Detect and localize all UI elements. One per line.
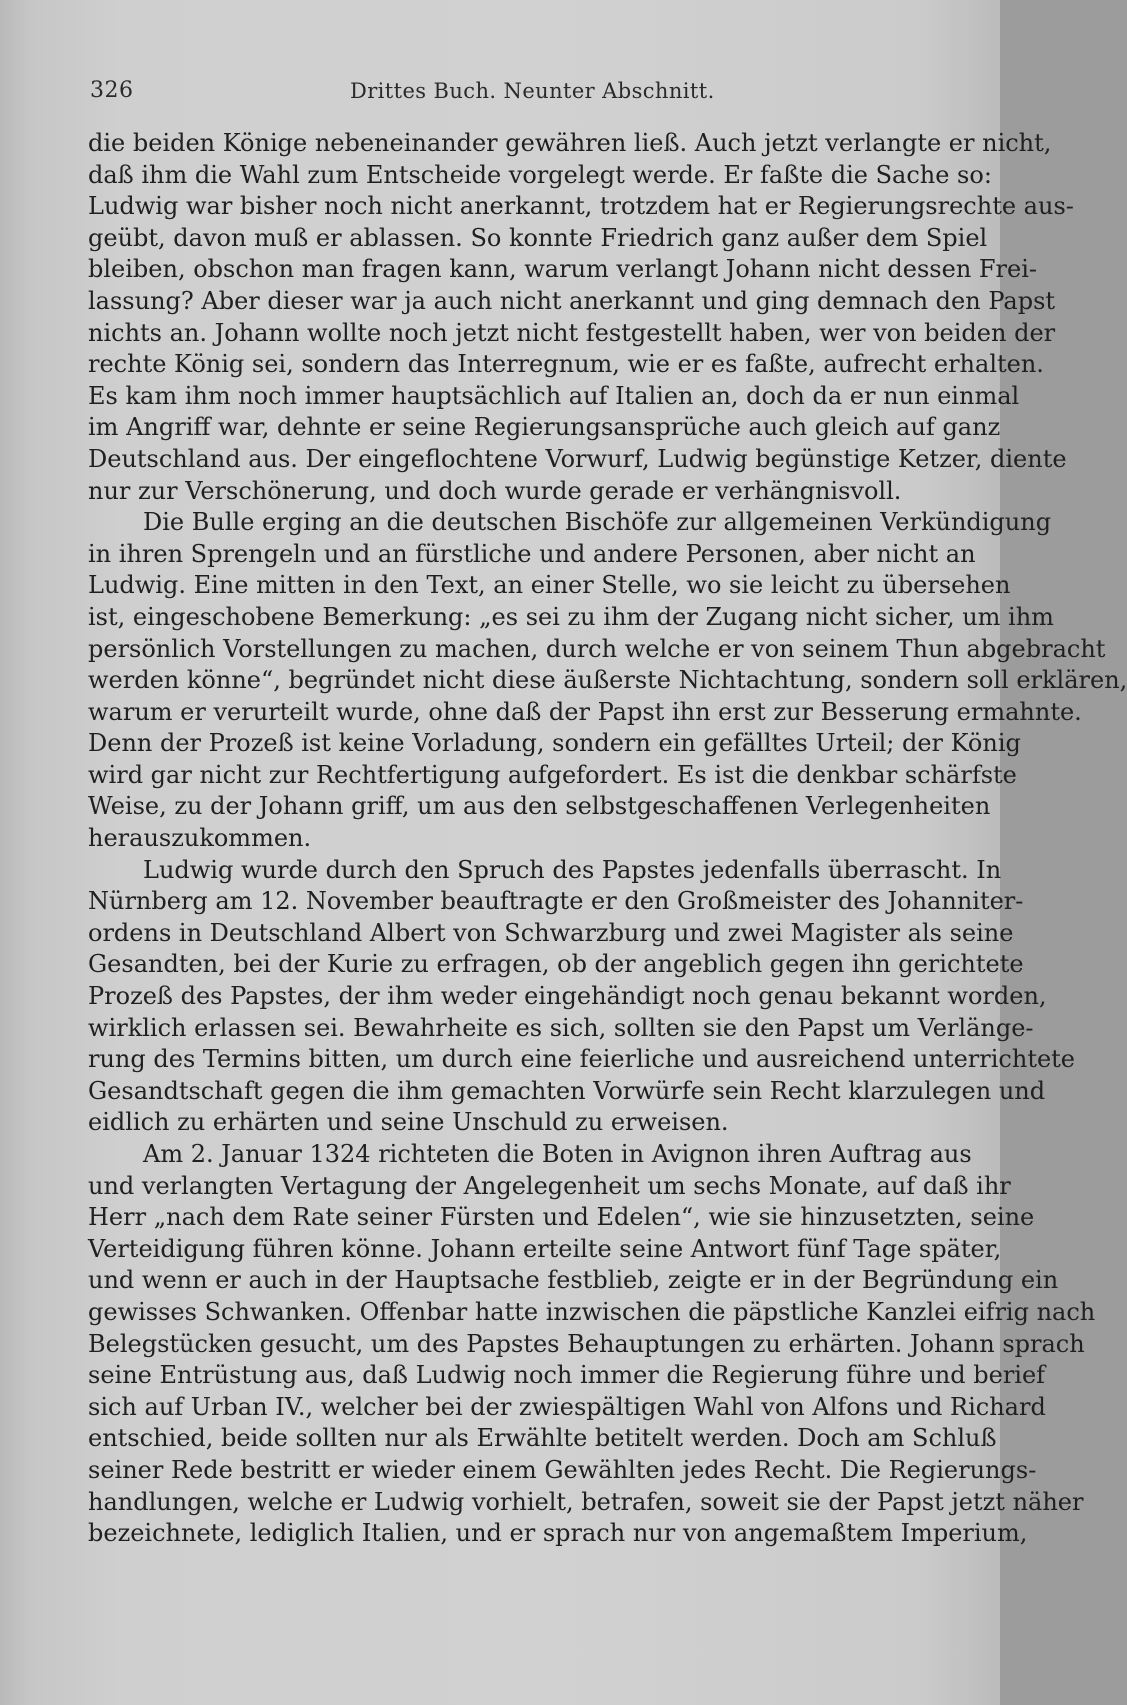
- text-line: Herr „nach dem Rate seiner Fürsten und Edelen“, wie sie hinzusetzten, seine: [88, 1203, 1035, 1232]
- page-header: [90, 78, 920, 114]
- text-line: Deutschland aus. Der eingeflochtene Vorwurf, Ludwig begünstige Ketzer, diente: [88, 444, 1067, 473]
- text-line: geübt, davon muß er ablassen. So konnte Friedrich ganz außer dem Spiel: [88, 223, 988, 252]
- text-line: seine Entrüstung aus, daß Ludwig noch immer die Regierung führe und berief: [88, 1361, 1046, 1390]
- text-line: die beiden Könige nebeneinander gewähren ließ. Auch jetzt verlangte er nicht,: [88, 129, 1052, 157]
- text-line: eidlich zu erhärten und seine Unschuld zu erweisen.: [88, 1108, 729, 1137]
- text-line: Weise, zu der Johann griff, um aus den selbstgeschaffenen Verlegenheiten: [88, 792, 991, 821]
- text-line: Am 2. Januar 1324 richteten die Boten in Avignon ihren Auftrag aus: [143, 1140, 972, 1168]
- text-line: entschied, beide sollten nur als Erwählte betitelt werden. Doch am Schluß: [88, 1424, 997, 1453]
- running-head: Drittes Buch. Neunter Abschnitt.: [350, 79, 715, 103]
- text-line: rechte König sei, sondern das Interregnum, wie er es faßte, aufrecht erhalten.: [88, 350, 1044, 379]
- text-line: Gesandtschaft gegen die ihm gemachten Vorwürfe sein Recht klarzulegen und: [88, 1076, 1046, 1105]
- text-line: seiner Rede bestritt er wieder einem Gewählten jedes Recht. Die Regierungs-: [88, 1455, 1037, 1484]
- text-line: Ludwig wurde durch den Spruch des Papstes jedenfalls überrascht. In: [143, 855, 1002, 884]
- text-line: daß ihm die Wahl zum Entscheide vorgelegt werde. Er faßte die Sache so:: [88, 160, 992, 189]
- text-line: und verlangten Vertagung der Angelegenheit um sechs Monate, auf daß ihr: [88, 1171, 1011, 1200]
- text-line: Ludwig. Eine mitten in den Text, an einer Stelle, wo sie leicht zu übersehen: [88, 571, 1011, 600]
- text-line: Belegstücken gesucht, um des Papstes Behauptungen zu erhärten. Johann sprach: [88, 1329, 1085, 1358]
- text-line: Gesandten, bei der Kurie zu erfragen, ob der angeblich gegen ihn gerichtete: [88, 950, 1024, 979]
- text-line: Nürnberg am 12. November beauftragte er den Großmeister des Johanniter-: [88, 887, 1024, 916]
- text-line: lassung? Aber dieser war ja auch nicht anerkannt und ging demnach den Papst: [88, 286, 1056, 315]
- text-line: und wenn er auch in der Hauptsache festblieb, zeigte er in der Begründung ein: [88, 1266, 1059, 1295]
- text-line: gewisses Schwanken. Offenbar hatte inzwischen die päpstliche Kanzlei eifrig nach: [88, 1297, 1096, 1326]
- text-line: wird gar nicht zur Rechtfertigung aufgefordert. Es ist die denkbar schärfste: [88, 760, 1017, 789]
- text-line: nur zur Verschönerung, und doch wurde gerade er verhängnisvoll.: [88, 476, 902, 505]
- text-line: herauszukommen.: [88, 824, 312, 853]
- page-text: [88, 128, 1127, 1550]
- text-line: Es kam ihm noch immer hauptsächlich auf Italien an, doch da er nun einmal: [88, 381, 1020, 410]
- text-line: rung des Termins bitten, um durch eine feierliche und ausreichend unterrichtete: [88, 1045, 1076, 1074]
- text-line: sich auf Urban IV., welcher bei der zwiespältigen Wahl von Alfons und Richard: [88, 1392, 1046, 1421]
- text-line: in ihren Sprengeln und an fürstliche und andere Personen, aber nicht an: [88, 539, 976, 568]
- text-line: im Angriff war, dehnte er seine Regierungsansprüche auch gleich auf ganz: [88, 413, 1001, 442]
- page-number: 326: [90, 78, 134, 103]
- text-line: bezeichnete, lediglich Italien, und er sprach nur von angemaßtem Imperium,: [88, 1519, 1028, 1548]
- text-line: ordens in Deutschland Albert von Schwarzburg und zwei Magister als seine: [88, 918, 1014, 947]
- text-line: Prozeß des Papstes, der ihm weder eingehändigt noch genau bekannt worden,: [88, 982, 1047, 1011]
- text-line: warum er verurteilt wurde, ohne daß der Papst ihn erst zur Besserung ermahnte.: [88, 697, 1082, 726]
- paragraph-4: [88, 1139, 1096, 1550]
- text-line: Denn der Prozeß ist keine Vorladung, sondern ein gefälltes Urteil; der König: [88, 729, 1021, 758]
- text-line: werden könne“, begründet nicht diese äußerste Nichtachtung, sondern soll erklären,: [88, 666, 1127, 695]
- paragraph-2: [88, 507, 1127, 855]
- text-line: Verteidigung führen könne. Johann erteilte seine Antwort fünf Tage später,: [88, 1234, 1002, 1263]
- paragraph-3: [88, 855, 1076, 1139]
- text-line: handlungen, welche er Ludwig vorhielt, betrafen, soweit sie der Papst jetzt näher: [88, 1487, 1084, 1516]
- paragraph-1: [88, 128, 1074, 507]
- text-line: Die Bulle erging an die deutschen Bischöfe zur allgemeinen Verkündigung: [143, 508, 1052, 537]
- text-line: Ludwig war bisher noch nicht anerkannt, trotzdem hat er Regierungsrechte aus-: [88, 192, 1074, 221]
- text-line: bleiben, obschon man fragen kann, warum verlangt Johann nicht dessen Frei-: [88, 255, 1038, 284]
- text-line: ist, eingeschobene Bemerkung: „es sei zu ihm der Zugang nicht sicher, um ihm: [88, 602, 1054, 631]
- text-line: persönlich Vorstellungen zu machen, durch welche er von seinem Thun abgebracht: [88, 634, 1106, 663]
- text-line: nichts an. Johann wollte noch jetzt nicht festgestellt haben, wer von beiden der: [88, 318, 1056, 347]
- text-line: wirklich erlassen sei. Bewahrheite es sich, sollten sie den Papst um Verlänge-: [88, 1013, 1034, 1042]
